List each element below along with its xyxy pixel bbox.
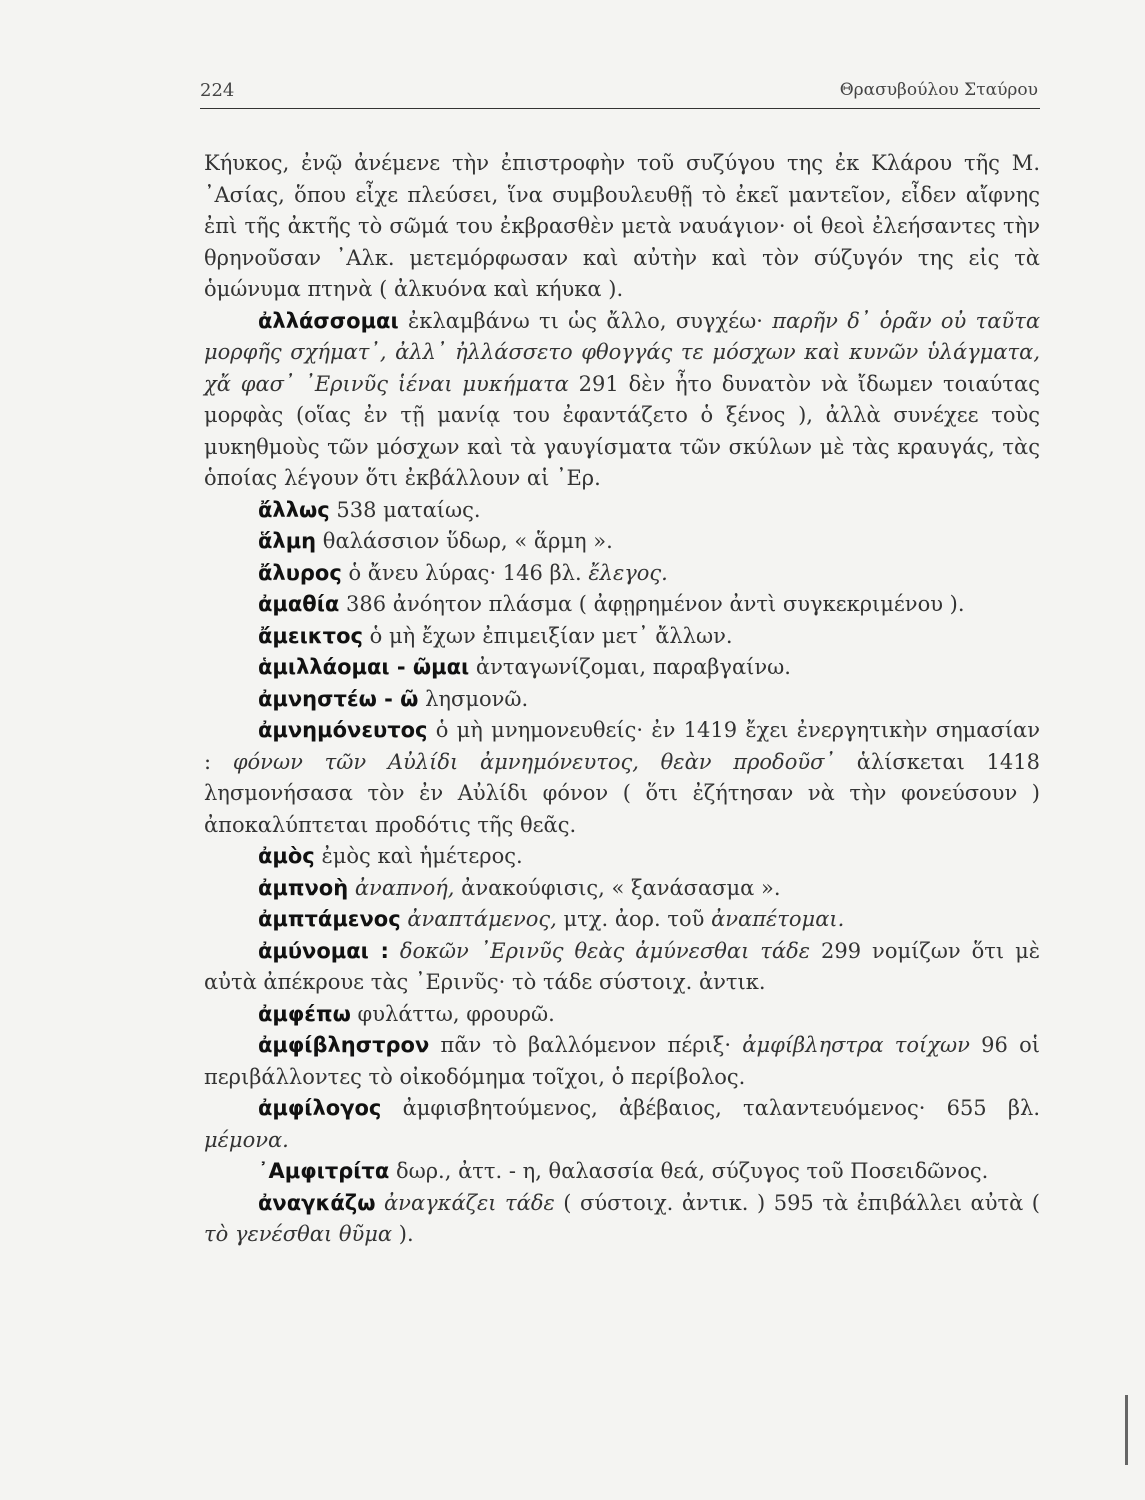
entry-quote: τὸ γενέσθαι θῦμα [204, 1222, 393, 1246]
glossary-entry [204, 621, 1040, 653]
glossary-entry [204, 306, 1040, 495]
entry-lemma: ἀμφίβληστρον [258, 1033, 430, 1057]
entry-lemma: ἁμιλλάομαι - ῶμαι [258, 655, 470, 679]
glossary-entry [204, 715, 1040, 841]
glossary-entry [204, 1156, 1040, 1188]
entry-definition: μτχ. ἀορ. τοῦ [556, 907, 712, 931]
glossary-entry [204, 1030, 1040, 1093]
entry-quote: ἀναπνοή, [354, 875, 455, 900]
entry-lemma: ἅλμη [258, 529, 317, 553]
entry-definition: πᾶν τὸ βαλλόμενον πέριξ· [429, 1033, 743, 1057]
glossary-text [204, 148, 1040, 1251]
glossary-entry [204, 841, 1040, 873]
glossary-entry [204, 495, 1040, 527]
entry-lemma: ἀμνηστέω - ῶ [258, 686, 419, 711]
entry-definition: ἀνταγωνίζομαι, παραβγαίνω. [469, 655, 791, 679]
entry-quote: φόνων τῶν Αὐλίδι ἀμνημόνευτος, θεὰν προδοῦσ᾿ [232, 749, 835, 774]
glossary-entry [204, 558, 1040, 590]
entry-definition: φυλάττω, φρουρῶ. [350, 1001, 555, 1026]
entry-lemma: ἀναγκάζω [258, 1190, 376, 1215]
entry-definition: 538 ματαίως. [329, 497, 481, 522]
glossary-entry [204, 589, 1040, 621]
entry-quote: ἀναπέτομαι. [711, 907, 845, 931]
entry-definition: ἁλίσκεται 1418 λησμονήσασα τὸν ἐν Αὐλίδι φόνον ( ὅτι ἐζήτησαν νὰ τὴν φονεύσουν ) ἀποκαλύπτεται προδότις τῆς θεᾶς. [204, 749, 1040, 837]
entry-definition: λησμονῶ. [418, 686, 529, 711]
entry-quote: ἀναπτάμενος, [407, 907, 557, 931]
glossary-entry [204, 999, 1040, 1031]
running-head: Θρασυβούλου Σταύρου [839, 80, 1038, 100]
entry-lemma: ἀμνημόνευτος [258, 718, 428, 742]
glossary-entry [204, 652, 1040, 684]
entry-definition: Κήυκος, ἐνῷ ἀνέμενε τὴν ἐπιστροφὴν τοῦ συζύγου της ἐκ Κλάρου τῆς Μ. ᾿Ασίας, ὅπου εἶχε πλεύσει, ἵνα συμβουλευθῇ τὸ ἐκεῖ μαντεῖον, εἶδεν αἴφνης ἐπὶ τῆς ἀκτῆς τὸ σῶμά του ἐκβρασθὲν μετὰ ναυάγιον· οἱ θεοὶ ἐλεήσαντες τὴν θρηνοῦσαν ᾿Αλκ. μετεμόρφωσαν καὶ αὐτὴν καὶ τὸν σύζυγόν της εἰς τὰ ὁμώνυμα πτηνὰ ( ἀλκυόνα καὶ κήυκα ). [204, 151, 1040, 301]
glossary-entry [204, 148, 1040, 306]
margin-mark [1125, 1395, 1128, 1465]
glossary-entry [204, 1188, 1040, 1251]
entry-definition: ὁ ἄνευ λύρας· 146 βλ. [341, 560, 589, 585]
entry-quote: ἀναγκάζει τάδε [384, 1190, 555, 1215]
entry-lemma: ἀμὸς [258, 844, 315, 868]
entry-lemma: ἀμφίλογος [258, 1096, 382, 1120]
glossary-entry [204, 684, 1040, 716]
entry-quote: παρῆν δ᾿ ὁρᾶν οὐ ταῦτα μορφῆς σχήματ᾿, ἀλλ᾿ ἠλλάσσετο φθογγάς τε μόσχων καὶ κυνῶν ὑλάγματα, χἄ φασ᾿ ᾿Ερινῦς ἱέναι μυκήματα [204, 308, 1040, 396]
page-header [200, 80, 1040, 109]
entry-lemma: ἀμπτάμενος [258, 907, 401, 931]
entry-definition: ἀνακούφισις, « ξανάσασμα ». [454, 875, 781, 900]
entry-definition: ὁ μὴ ἔχων ἐπιμειξίαν μετ᾿ ἄλλων. [362, 623, 733, 648]
entry-definition: 299 νομίζων ὅτι μὲ αὐτὰ ἀπέκρουε τὰς ᾿Ερινῦς· τὸ τάδε σύστοιχ. ἀντικ. [204, 938, 1040, 994]
entry-lemma: ἄλλως [258, 497, 330, 522]
entry-definition: θαλάσσιον ὕδωρ, « ἅρμη ». [316, 529, 613, 553]
page-number: 224 [200, 80, 235, 101]
entry-definition: ( σύστοιχ. ἀντικ. ) 595 τὰ ἐπιβάλλει αὐτὰ ( [554, 1190, 1040, 1215]
entry-definition: ἐκλαμβάνω τι ὡς ἄλλο, συγχέω· [398, 308, 773, 333]
entry-lemma: ἀμύνομαι : [258, 938, 389, 963]
entry-lemma: ἀμφέπω [258, 1001, 351, 1026]
entry-quote: ἔλεγος. [588, 560, 668, 585]
entry-quote: ἀμφίβληστρα τοίχων [742, 1033, 970, 1057]
entry-definition: δωρ., ἀττ. - η, θαλασσία θεά, σύζυγος τοῦ Ποσειδῶνος. [389, 1159, 989, 1183]
entry-definition [348, 876, 355, 900]
entry-lemma: ἀμπνοὴ [258, 875, 349, 900]
entry-lemma: ἀμαθία [258, 592, 340, 616]
entry-quote: δοκῶν ᾿Ερινῦς θεὰς ἀμύνεσθαι τάδε [399, 938, 811, 963]
entry-definition: ἐμὸς καὶ ἡμέτερος. [314, 844, 523, 868]
entry-quote: μέμονα. [204, 1127, 289, 1152]
glossary-entry [204, 526, 1040, 558]
glossary-entry [204, 873, 1040, 905]
entry-lemma: ᾿Αμφιτρίτα [258, 1159, 390, 1183]
glossary-entry [204, 904, 1040, 936]
entry-lemma: ἄμεικτος [258, 623, 363, 648]
glossary-entry [204, 936, 1040, 999]
glossary-entry [204, 1093, 1040, 1156]
entry-definition: 386 ἀνόητον πλάσμα ( ἀφῃρημένον ἀντὶ συγκεκριμένου ). [339, 592, 965, 616]
entry-definition: 96 οἱ περιβάλλοντες τὸ οἰκοδόμημα τοῖχοι, ὁ περίβολος. [204, 1033, 1040, 1089]
entry-lemma: ἀλλάσσομαι [258, 308, 399, 333]
entry-definition [375, 1191, 384, 1215]
entry-definition: ἀμφισβητούμενος, ἀβέβαιος, ταλαντευόμενος· 655 βλ. [381, 1096, 1040, 1120]
entry-lemma: ἄλυρος [258, 560, 342, 585]
entry-definition: 291 δὲν ἦτο δυνατὸν νὰ ἴδωμεν τοιαύτας μορφὰς (οἵας ἐν τῇ μανίᾳ του ἐφαντάζετο ὁ ξένος ), ἀλλὰ συνέχεε τοὺς μυκηθμοὺς τῶν μόσχων καὶ τὰ γαυγίσματα τῶν σκύλων μὲ τὰς κραυγάς, τὰς ὁποίας λέγουν ὅτι ἐκβάλλουν αἱ ᾿Ερ. [204, 371, 1040, 490]
entry-definition: ). [392, 1222, 414, 1246]
entry-definition: ὁ μὴ μνημονευθείς· ἐν 1419 ἔχει ἐνεργητικὴν σημασίαν : [204, 718, 1040, 774]
entry-definition [389, 939, 400, 963]
